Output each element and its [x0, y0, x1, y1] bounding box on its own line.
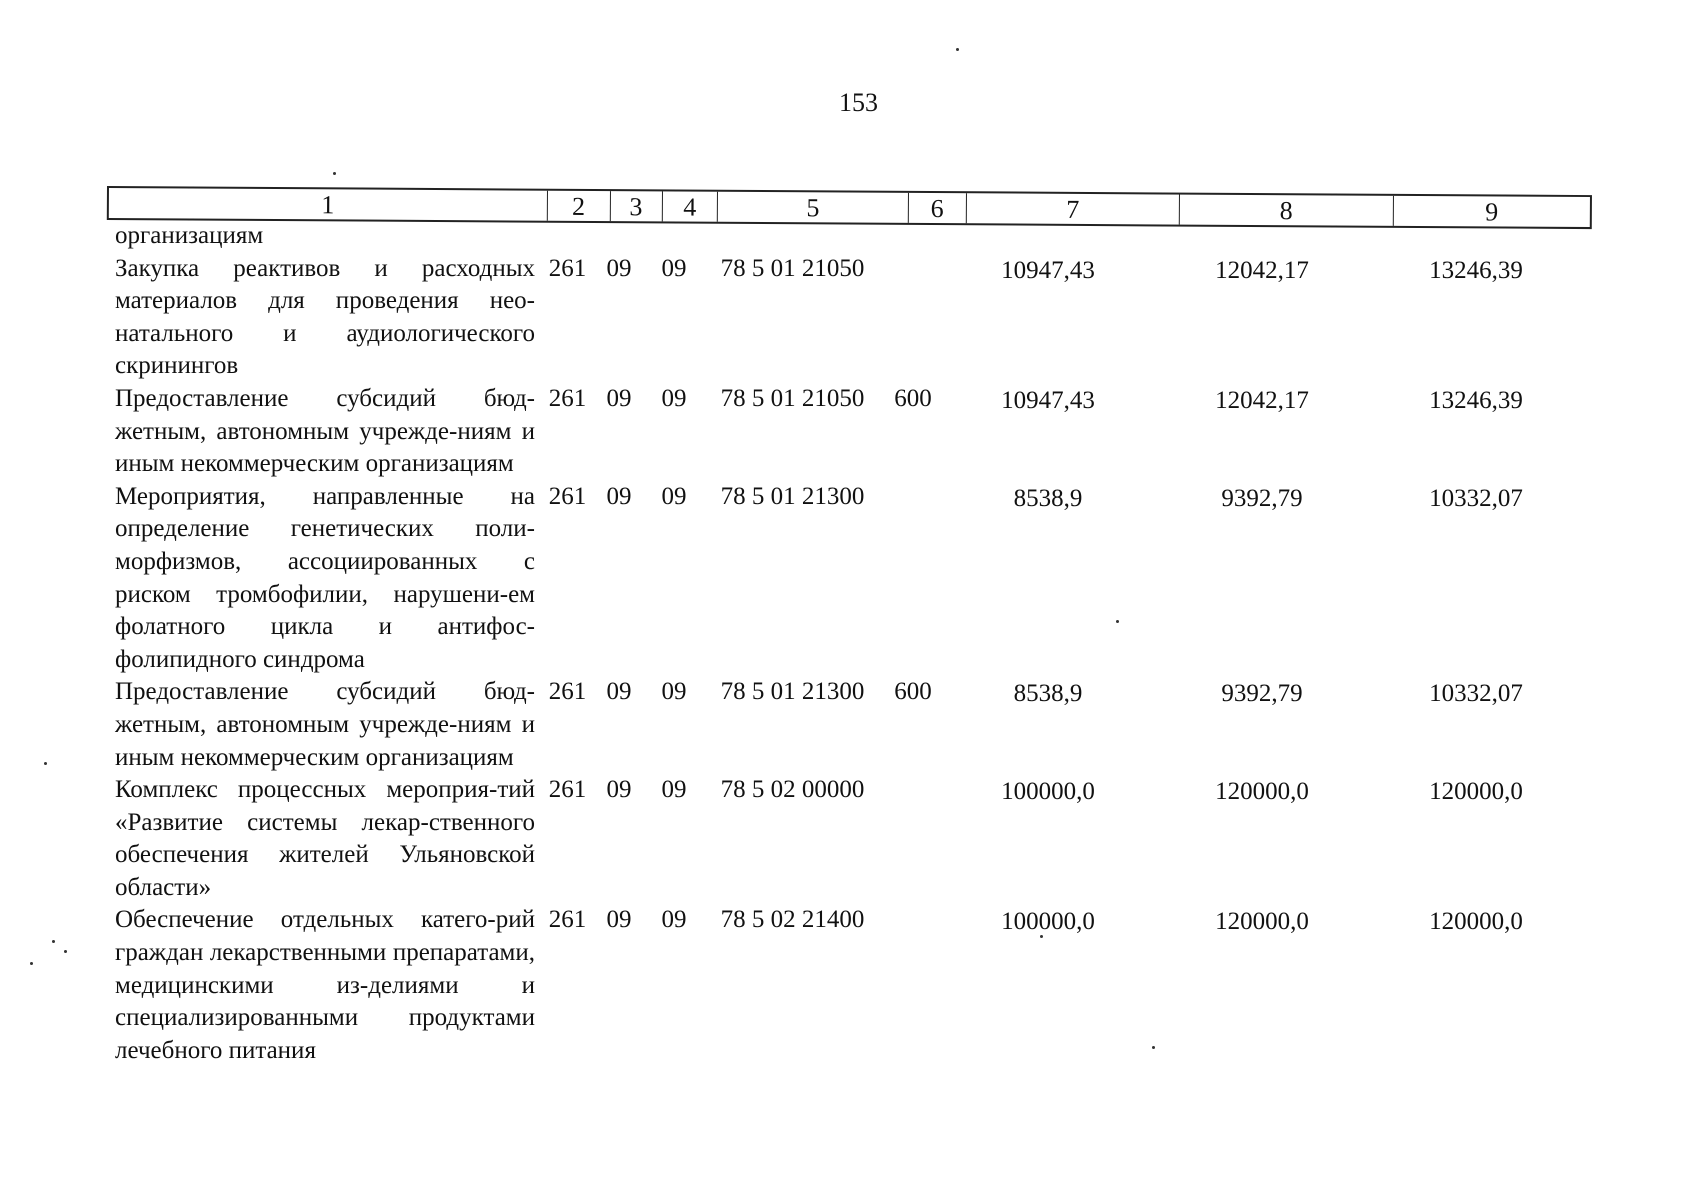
table-row: [115, 383, 1595, 481]
cell-col-4: 09: [661, 776, 687, 804]
scan-speck: [333, 172, 336, 175]
cell-col-5: 78 5 02 21400: [720, 906, 865, 934]
column-header-8: 8: [1180, 195, 1394, 226]
row-description: Предоставление субсидий бюд-жетным, автономным учрежде-ниям и иным некоммерческим организациям: [115, 384, 535, 478]
cell-col-9: 120000,0: [1429, 908, 1523, 936]
cell-col-9: 13246,39: [1429, 386, 1523, 414]
cell-col-2: 261: [548, 482, 587, 510]
cell-col-8: 9392,79: [1221, 484, 1303, 512]
column-header-1: 1: [109, 188, 548, 221]
cell-col-8: 9392,79: [1221, 680, 1303, 708]
scan-speck: [64, 950, 67, 953]
scan-speck: [1152, 1046, 1155, 1049]
table-row-continuation: [115, 220, 1595, 253]
table-body: [115, 220, 1595, 1067]
cell-col-6: 600: [894, 384, 932, 412]
cell-col-7: 8538,9: [1013, 680, 1083, 708]
cell-col-7: 10947,43: [1001, 256, 1095, 284]
scan-speck: [956, 48, 959, 51]
cell-col-3: 09: [606, 776, 632, 804]
row-description: Комплекс процессных мероприя-тий «Развитие системы лекар-ственного обеспечения жителей Ульяновской области»: [115, 776, 535, 901]
cell-col-3: 09: [606, 384, 632, 412]
scan-speck: [1040, 935, 1043, 938]
table-row: [115, 676, 1595, 774]
cell-col-7: 100000,0: [1001, 908, 1095, 936]
column-header-5: 5: [718, 192, 909, 223]
row-description: Предоставление субсидий бюд-жетным, автономным учрежде-ниям и иным некоммерческим организациям: [115, 678, 535, 771]
cell-col-4: 09: [661, 906, 687, 934]
cell-col-8: 12042,17: [1215, 256, 1309, 284]
cell-col-2: 261: [548, 776, 587, 804]
column-header-6: 6: [909, 193, 967, 223]
cell-col-8: 120000,0: [1215, 908, 1309, 936]
cell-col-6: 600: [894, 678, 932, 706]
cell-col-2: 261: [548, 254, 587, 282]
column-header-4: 4: [662, 191, 718, 221]
row-description: Закупка реактивов и расходных материалов для проведения нео-натального и аудиологического скринингов: [115, 254, 535, 380]
row-description: Мероприятия, направленные на определение генетических поли-морфизмов, ассоциированных с риском тромбофилии, нарушени-ем фолатного цикла и антифос-фолипидного синдрома: [115, 482, 535, 673]
row-description: Обеспечение отдельных катего-рий граждан лекарственными препаратами, медицинскими из-делиями и специализированными продуктами лечебного питания: [115, 906, 535, 1064]
cell-col-9: 10332,07: [1429, 680, 1523, 708]
column-header-9: 9: [1485, 197, 1499, 227]
cell-col-5: 78 5 01 21050: [720, 384, 865, 412]
cell-col-7: 10947,43: [1001, 386, 1095, 414]
cell-col-2: 261: [548, 906, 587, 934]
scan-speck: [30, 962, 33, 965]
row-description: организациям: [115, 222, 264, 249]
cell-col-5: 78 5 01 21300: [720, 678, 865, 706]
cell-col-9: 120000,0: [1429, 778, 1523, 806]
cell-col-3: 09: [606, 678, 632, 706]
scan-speck: [52, 940, 55, 943]
cell-col-3: 09: [606, 906, 632, 934]
cell-col-4: 09: [661, 482, 687, 510]
cell-col-7: 8538,9: [1013, 484, 1083, 512]
cell-col-3: 09: [606, 482, 632, 510]
cell-col-2: 261: [548, 384, 587, 412]
cell-col-8: 12042,17: [1215, 386, 1309, 414]
page-number: 153: [839, 88, 878, 117]
cell-col-9: 10332,07: [1429, 484, 1523, 512]
cell-col-9: 13246,39: [1429, 256, 1523, 284]
scan-speck: [44, 762, 47, 765]
column-header-7: 7: [966, 193, 1180, 224]
table-row: [115, 481, 1595, 677]
cell-col-8: 120000,0: [1215, 778, 1309, 806]
cell-col-5: 78 5 02 00000: [720, 776, 865, 804]
cell-col-3: 09: [606, 254, 632, 282]
table-row: [115, 774, 1595, 904]
scan-speck: [1116, 620, 1119, 623]
cell-col-4: 09: [661, 254, 687, 282]
column-header-2: 2: [548, 191, 611, 221]
cell-col-4: 09: [661, 384, 687, 412]
cell-col-5: 78 5 01 21050: [720, 254, 865, 282]
table-row: [115, 904, 1595, 1067]
table-row: [115, 253, 1595, 383]
cell-col-4: 09: [661, 678, 687, 706]
cell-col-5: 78 5 01 21300: [720, 482, 865, 510]
column-header-3: 3: [610, 191, 662, 221]
cell-col-2: 261: [548, 678, 587, 706]
cell-col-7: 100000,0: [1001, 778, 1095, 806]
